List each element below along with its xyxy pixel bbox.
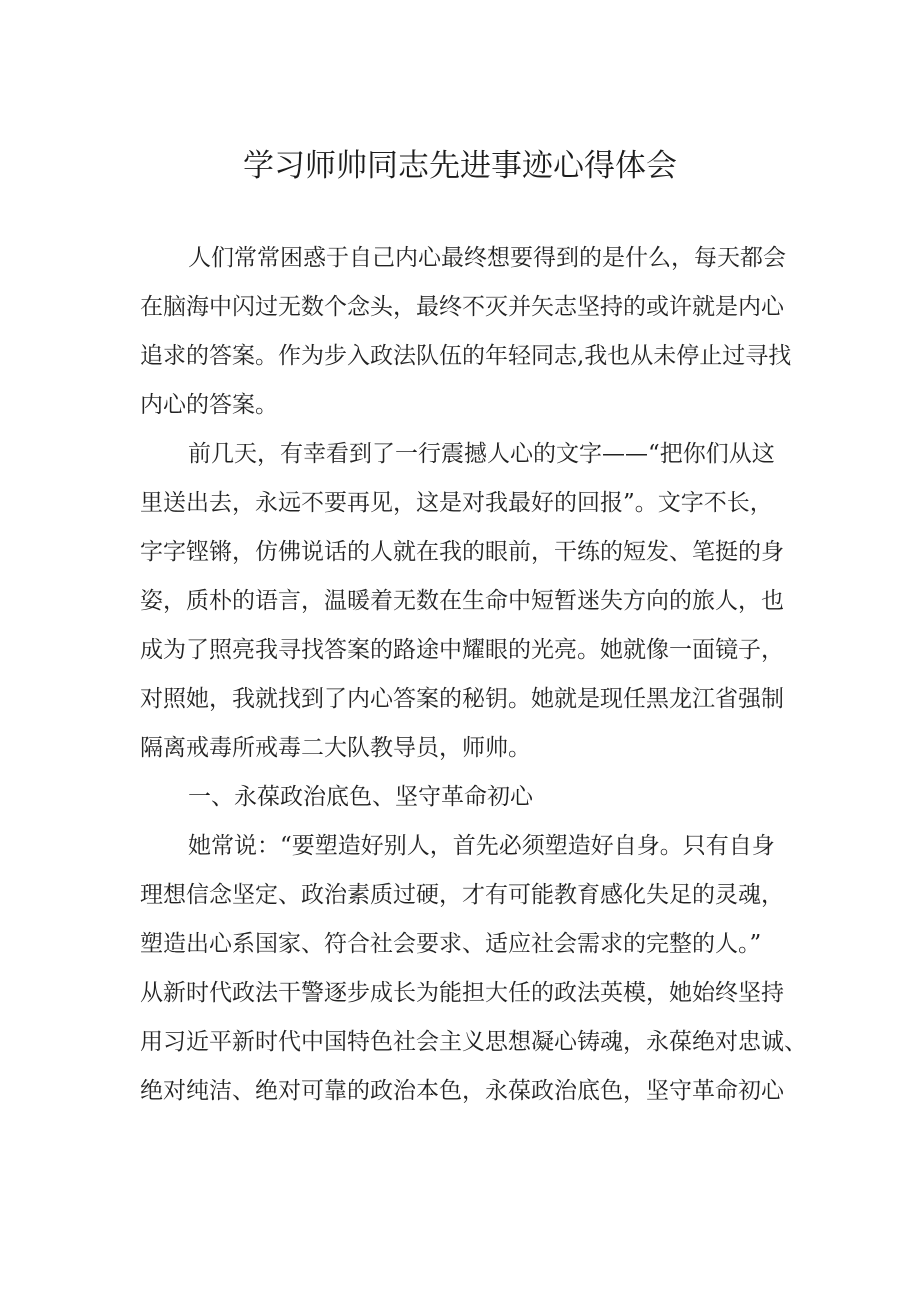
- paragraph-2-line-7: 隔离戒毒所戒毒二大队教导员，师帅。: [140, 735, 531, 761]
- paragraph-3-line-2: 理想信念坚定、政治素质过硬，才有可能教育感化失足的灵魂，: [140, 882, 784, 908]
- document-title: 学习师帅同志先进事迹心得体会: [243, 148, 677, 184]
- paragraph-3-line-3: 塑造出心系国家、符合社会要求、适应社会需求的完整的人。”: [140, 931, 762, 957]
- paragraph-2-line-2: 里送出去，永远不要再见，这是对我最好的回报”。文字不长，: [140, 490, 773, 516]
- section-heading: 一、永葆政治底色、坚守革命初心: [188, 784, 533, 810]
- paragraph-3-line-4: 从新时代政法干警逐步成长为能担大任的政法英模，她始终坚持: [140, 980, 784, 1006]
- paragraph-2-line-1: 前几天，有幸看到了一行震撼人心的文字——“把你们从这: [188, 441, 775, 467]
- paragraph-1-line-1: 人们常常困惑于自己内心最终想要得到的是什么，每天都会: [188, 245, 786, 271]
- paragraph-2-line-5: 成为了照亮我寻找答案的路途中耀眼的光亮。她就像一面镜子，: [140, 637, 784, 663]
- paragraph-3-line-6: 绝对纯洁、绝对可靠的政治本色，永葆政治底色，坚守革命初心: [140, 1078, 784, 1104]
- paragraph-1-line-2: 在脑海中闪过无数个念头，最终不灭并矢志坚持的或许就是内心: [140, 294, 784, 320]
- paragraph-2-line-3: 字字铿锵，仿佛说话的人就在我的眼前，干练的短发、笔挺的身: [140, 539, 784, 565]
- paragraph-1-line-3: 追求的答案。作为步入政法队伍的年轻同志,我也从未停止过寻找: [140, 343, 792, 369]
- paragraph-3-line-5: 用习近平新时代中国特色社会主义思想凝心铸魂，永葆绝对忠诚、: [140, 1029, 807, 1055]
- paragraph-3-line-1: 她常说：“要塑造好别人，首先必须塑造好自身。只有自身: [188, 833, 775, 859]
- paragraph-2-line-4: 姿，质朴的语言，温暖着无数在生命中短暂迷失方向的旅人，也: [140, 588, 784, 614]
- paragraph-2-line-6: 对照她，我就找到了内心答案的秘钥。她就是现任黑龙江省强制: [140, 686, 784, 712]
- paragraph-1-line-4: 内心的答案。: [140, 392, 278, 418]
